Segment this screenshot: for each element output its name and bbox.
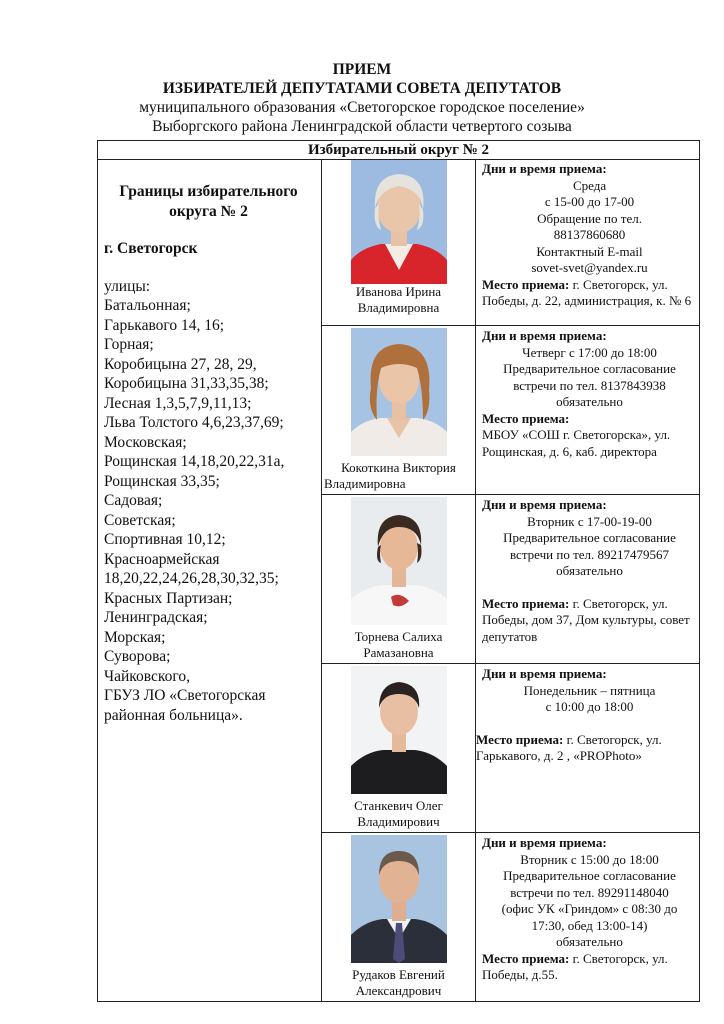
- place-label: Место приема:: [482, 595, 570, 611]
- deputy-name: Станкевич Олег Владимирович: [354, 798, 443, 829]
- street-item: Садовая;: [104, 492, 163, 509]
- deputy-cell: [322, 326, 476, 495]
- schedule-line: обязательно: [556, 394, 623, 409]
- place-label: Место приема:: [482, 950, 570, 966]
- schedule-line: Понедельник – пятница: [523, 682, 656, 698]
- reception-table: [97, 140, 700, 1002]
- header-region: Выборгского района Ленинградской области четвертого созыва: [152, 118, 572, 135]
- schedule-line: Вторник с 17-00-19-00: [527, 513, 652, 529]
- place-block: [482, 596, 697, 646]
- place-block: [482, 277, 697, 310]
- schedule-line: Предварительное согласование: [503, 868, 676, 883]
- schedule-line: Предварительное согласование: [503, 530, 676, 545]
- phone-number: встречи по тел. 89291148040: [510, 884, 669, 900]
- place-label: Место приема:: [482, 276, 570, 292]
- deputy-photo: [351, 328, 447, 456]
- schedule-line: Среда: [572, 177, 607, 193]
- phone-number: встречи по тел. 89217479567: [510, 546, 670, 562]
- street-item: Суворова;: [104, 648, 171, 665]
- reception-info-cell: [476, 664, 700, 833]
- street-item: Красноармейская: [104, 550, 220, 568]
- street-item: Коробицына 31,33,35,38;: [104, 375, 269, 392]
- place-block: [482, 951, 697, 984]
- streets-list: [104, 296, 313, 725]
- days-label: Дни и время приема:: [482, 497, 607, 512]
- schedule-line: (офис УК «Гриндом» с 08:30 до: [501, 901, 678, 916]
- schedule-line: Вторник с 15:00 до 18:00: [520, 851, 659, 867]
- street-item: 18,20,22,24,26,28,30,32,35;: [104, 570, 279, 587]
- deputy-name: Кокоткина Виктория Владимировна: [324, 460, 456, 491]
- deputy-cell: [322, 160, 476, 326]
- place-text: г. Светогорск, ул. Победы, дом 37, Дом культуры, совет депутатов: [482, 595, 690, 644]
- place-label: Место приема:: [476, 731, 564, 747]
- district-bounds-cell: [98, 160, 322, 1002]
- place-block: [476, 732, 697, 765]
- place-text: г. Светогорск, ул. Победы, д.55.: [482, 950, 668, 982]
- place-label: Место приема:: [482, 410, 570, 426]
- deputy-name: Иванова Ирина Владимировна: [355, 284, 442, 315]
- street-item: Спортивная 10,12;: [104, 531, 226, 548]
- deputy-cell: [322, 664, 476, 833]
- schedule-line: Предварительное согласование: [503, 361, 676, 376]
- reception-info-cell: [476, 833, 700, 1002]
- place-text: МБОУ «СОШ г. Светогорска», ул. Рощинская, д. 6, каб. директора: [482, 427, 671, 459]
- deputy-photo: [351, 497, 447, 625]
- street-item: Рощинская 14,18,20,22,31а,: [104, 453, 285, 470]
- street-item: районная больница».: [104, 706, 243, 724]
- place-text: г. Светогорск, ул. Победы, д. 22, администрация, к. № 6: [482, 276, 692, 308]
- street-item: Московская;: [104, 433, 187, 451]
- street-item: Чайковского,: [104, 667, 190, 685]
- bounds-title: Границы избирательного округа № 2: [119, 183, 298, 220]
- reception-info-cell: [476, 326, 700, 495]
- street-item: Красных Партизан;: [104, 589, 233, 607]
- street-item: ГБУЗ ЛО «Светогорская: [104, 687, 266, 704]
- district-title: Избирательный округ № 2: [98, 141, 700, 160]
- days-label: Дни и время приема:: [482, 835, 607, 850]
- phone-number: встречи по тел. 8137843938: [513, 377, 666, 393]
- deputy-name: Торнева Салиха Рамазановна: [354, 629, 443, 660]
- deputy-cell: [322, 833, 476, 1002]
- street-item: Коробицына 27, 28, 29,: [104, 355, 257, 373]
- deputy-photo: [351, 160, 447, 284]
- deputy-photo: [351, 666, 447, 794]
- schedule-line: обязательно: [556, 934, 623, 949]
- schedule-line: Четверг с 17:00 до 18:00: [522, 344, 657, 360]
- email-address: sovet-svet@yandex.ru: [531, 260, 648, 275]
- schedule-line: Контактный E-mail: [536, 243, 643, 259]
- street-item: Батальонная;: [104, 297, 191, 314]
- street-item: Ленинградская;: [104, 609, 208, 626]
- schedule-line: Обращение по тел.: [537, 210, 642, 226]
- schedule-line: 17:30, обед 13:00-14): [531, 917, 648, 933]
- deputy-cell: [322, 495, 476, 664]
- document-header: [0, 60, 724, 136]
- city-name: г. Светогорск: [104, 240, 198, 257]
- streets-label: улицы:: [104, 277, 151, 295]
- header-title: ПРИЕМ: [332, 61, 392, 78]
- schedule-line: с 10:00 до 18:00: [545, 699, 634, 714]
- street-item: Лесная 1,3,5,7,9,11,13;: [104, 394, 252, 412]
- deputy-photo: [351, 835, 447, 963]
- street-item: Льва Толстого 4,6,23,37,69;: [104, 414, 284, 431]
- schedule-line: с 15-00 до 17-00: [544, 194, 635, 209]
- days-label: Дни и время приема:: [482, 161, 607, 176]
- phone-number: 88137860680: [553, 227, 626, 242]
- deputy-name: Рудаков Евгений Александрович: [352, 967, 445, 998]
- reception-info-cell: [476, 495, 700, 664]
- place-text: г. Светогорск, ул. Гарькавого, д. 2 , «PROPhoto»: [476, 731, 662, 763]
- days-label: Дни и время приема:: [482, 328, 607, 343]
- street-item: Советская;: [104, 511, 176, 529]
- header-subtitle: ИЗБИРАТЕЛЕЙ ДЕПУТАТАМИ СОВЕТА ДЕПУТАТОВ: [162, 80, 562, 97]
- street-item: Горная;: [104, 336, 154, 353]
- days-label: Дни и время приема:: [482, 666, 607, 681]
- header-municipality: муниципального образования «Светогорское городское поселение»: [139, 99, 585, 116]
- reception-info-cell: [476, 160, 700, 326]
- street-item: Гарькавого 14, 16;: [104, 316, 225, 334]
- street-item: Рощинская 33,35;: [104, 472, 220, 490]
- street-item: Морская;: [104, 628, 166, 646]
- schedule-line: обязательно: [556, 563, 623, 578]
